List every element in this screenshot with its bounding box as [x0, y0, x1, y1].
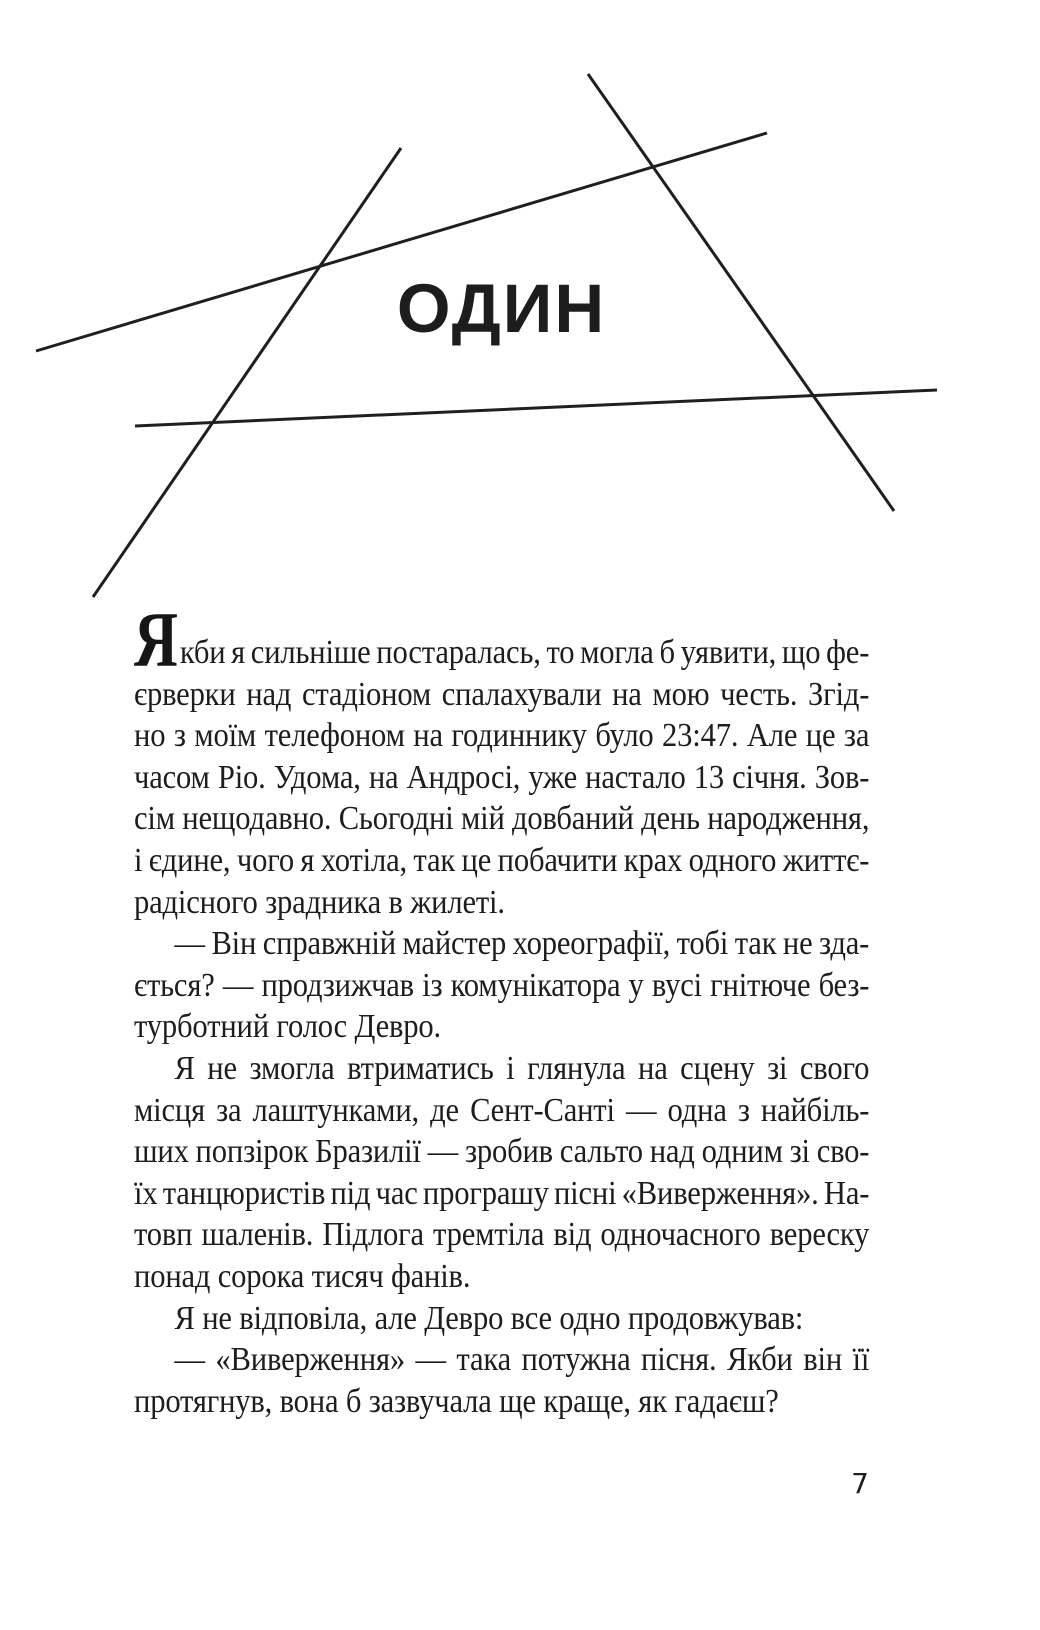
word: Сент-Санті [470, 1091, 615, 1129]
word: і [134, 841, 143, 879]
word: лаштунками, [252, 1091, 420, 1129]
word: пісня. [641, 1341, 717, 1379]
text-line [134, 715, 869, 757]
word: я [300, 841, 315, 879]
text-line [134, 632, 869, 674]
word: Удома, [273, 758, 361, 796]
word: — [174, 1341, 205, 1379]
drop-cap-letter: Я [134, 596, 178, 683]
word: честь. [720, 675, 798, 713]
word: телефоном [264, 717, 405, 755]
word: Він [211, 925, 257, 963]
word: з [737, 1091, 750, 1129]
word: найбіль- [760, 1091, 870, 1129]
word: під [330, 1174, 371, 1212]
word: потужна [521, 1341, 631, 1379]
word: сво- [816, 1133, 870, 1171]
word: без- [818, 966, 870, 1004]
word: уявити, [680, 634, 777, 671]
word: це [805, 717, 836, 755]
chapter-title: ОДИН [396, 270, 607, 347]
text-line [134, 923, 869, 965]
word: ших [134, 1133, 189, 1171]
word: 13 [693, 758, 724, 796]
word: зда- [819, 925, 870, 963]
word: свого [799, 1049, 870, 1087]
word: «Виверження». [621, 1174, 819, 1212]
word: б [659, 634, 675, 671]
word: час [375, 1174, 418, 1212]
word: справжній [262, 925, 396, 963]
word: моїм [194, 717, 257, 755]
word: зі [789, 1133, 810, 1171]
word: її [852, 1341, 870, 1379]
word: побачити [497, 841, 618, 879]
word: з [173, 717, 186, 755]
word: одним [701, 1133, 783, 1171]
word: кби [179, 634, 226, 671]
text-line: радісного зрадника в жилеті. [134, 883, 505, 921]
text-line [134, 1048, 869, 1090]
word: сцену [680, 1049, 755, 1087]
text-line [134, 757, 869, 799]
word: продзижчав [261, 966, 414, 1004]
word: фе- [826, 634, 870, 671]
word: одна [667, 1091, 727, 1129]
word: — [222, 966, 254, 1004]
word: що [781, 634, 821, 671]
word: настало [585, 758, 686, 796]
word: — [174, 925, 205, 963]
word: глянула [527, 1049, 626, 1087]
text-line [134, 1214, 869, 1256]
word: — [625, 1091, 657, 1129]
text-line [134, 840, 869, 882]
word: не [782, 925, 813, 963]
word: сильніше [250, 634, 371, 671]
text-line [134, 674, 869, 716]
word: то [546, 634, 575, 671]
word: «Виверження» [215, 1341, 405, 1379]
word: постаралась, [376, 634, 541, 671]
word: програшу [422, 1174, 549, 1212]
word: хореографії, [512, 925, 671, 963]
word: за [216, 1091, 242, 1129]
word: гнітюче [710, 966, 811, 1004]
text-line [134, 1339, 869, 1381]
word: так [413, 841, 456, 879]
word: від [553, 1216, 592, 1254]
text-line: Я не відповіла, але Девро все одно продовжував: [174, 1299, 804, 1337]
word: єдине, [148, 841, 231, 879]
word: із [422, 966, 443, 1004]
word: 23:47. [662, 717, 739, 755]
word: народження, [707, 800, 870, 838]
word: уже [528, 758, 578, 796]
word: нещодавно. [182, 800, 332, 838]
text-line [134, 1131, 869, 1173]
word: Ріо. [217, 758, 266, 796]
word: попзірок [195, 1133, 309, 1171]
text-line [134, 1173, 869, 1215]
text-line: турботний голос Девро. [134, 1008, 442, 1046]
word: годиннику [451, 717, 587, 755]
word: Згід- [807, 675, 870, 713]
body-text [134, 632, 869, 1422]
word: товп [134, 1216, 193, 1254]
word: крах [623, 841, 683, 879]
word: сальто [559, 1133, 643, 1171]
word: довбаний [512, 800, 634, 838]
word: шаленів. [201, 1216, 314, 1254]
word: спалахували [441, 675, 602, 713]
word: це [461, 841, 492, 879]
text-line [134, 798, 869, 840]
word: зробив [464, 1133, 553, 1171]
page-number: 7 [851, 1467, 869, 1500]
word: часом [134, 758, 210, 796]
word: одночасного [600, 1216, 761, 1254]
word: втриматись [347, 1049, 494, 1087]
word: на [612, 675, 642, 713]
word: вусі [651, 966, 702, 1004]
decorative-line-1 [93, 148, 401, 597]
word: комунікатора [450, 966, 621, 1004]
word: Я [174, 1049, 195, 1087]
word: на [638, 1049, 668, 1087]
word: не [207, 1049, 237, 1087]
word: змогла [249, 1049, 335, 1087]
word: їх [134, 1174, 158, 1212]
word: хотіла, [320, 841, 407, 879]
word: — [427, 1133, 459, 1171]
word: на [368, 758, 399, 796]
word: життє- [782, 841, 870, 879]
word: одного [688, 841, 777, 879]
word: на [413, 717, 443, 755]
word: тремтіла [433, 1216, 545, 1254]
text-line: понад сорока тисяч фанів. [134, 1257, 471, 1295]
word: Сьогодні [338, 800, 454, 838]
word: стадіоном [301, 675, 432, 713]
word: мій [460, 800, 505, 838]
word: над [649, 1133, 695, 1171]
word: тобі [676, 925, 729, 963]
word: Бразилії [315, 1133, 421, 1171]
word: Зов- [814, 758, 870, 796]
word: місця [134, 1091, 206, 1129]
word: мою [652, 675, 710, 713]
word: Андросі, [406, 758, 521, 796]
word: — [415, 1341, 446, 1379]
text-line [134, 965, 869, 1007]
word: танцюристів [162, 1174, 326, 1212]
word: но [134, 717, 166, 755]
word: так [734, 925, 777, 963]
word: така [456, 1341, 512, 1379]
word: день [641, 800, 700, 838]
decorative-line-4 [135, 390, 937, 426]
word: Підлога [322, 1216, 424, 1254]
word: Якби [727, 1341, 793, 1379]
word: над [246, 675, 292, 713]
word: єрверки [134, 675, 236, 713]
word: Але [746, 717, 798, 755]
word: сім [134, 800, 175, 838]
word: майстер [402, 925, 507, 963]
word: вереску [769, 1216, 870, 1254]
word: могла [580, 634, 654, 671]
word: було [595, 717, 654, 755]
text-line: протягнув, вона б зазвучала ще краще, як гадаєш? [134, 1382, 779, 1420]
word: На- [823, 1174, 870, 1212]
word: він [803, 1341, 843, 1379]
word: пісні [553, 1174, 617, 1212]
word: де [430, 1091, 459, 1129]
word: і [506, 1049, 515, 1087]
word: чого [236, 841, 294, 879]
word: січня. [732, 758, 807, 796]
word: я [231, 634, 246, 671]
word: зі [767, 1049, 788, 1087]
word: ється? [134, 966, 215, 1004]
text-line [134, 1090, 869, 1132]
word: у [628, 966, 644, 1004]
word: за [843, 717, 870, 755]
